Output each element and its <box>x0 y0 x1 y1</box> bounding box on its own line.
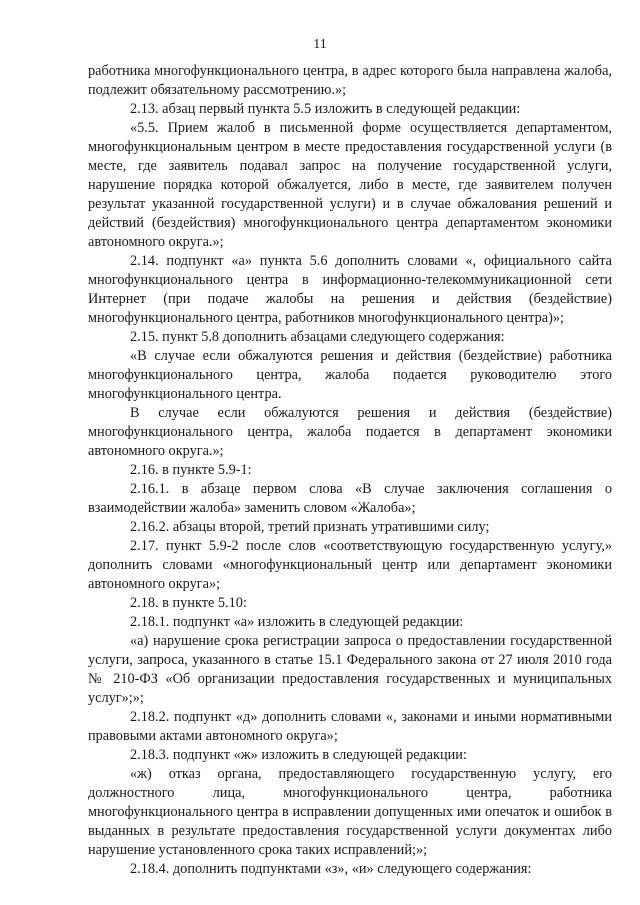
paragraph-2-16-2: 2.16.2. абзацы второй, третий признать утратившими силу; <box>130 519 490 535</box>
paragraph-2-17: 2.17. пункт 5.9-2 после слов «соответствующую государственную услугу,» дополнить словами «многофункциональный центр или департамент экономики автономного округа»; <box>88 538 612 592</box>
page-number: 11 <box>313 37 327 52</box>
document-body <box>88 62 612 879</box>
paragraph-2-18: 2.18. в пункте 5.10: <box>130 595 247 611</box>
paragraph-5-8-quote-1: «В случае если обжалуются решения и действия (бездействие) работника многофункционального центра, жалоба подается руководителю этого многофункционального центра. <box>88 348 612 402</box>
paragraph-2-18-4: 2.18.4. дополнить подпунктами «з», «и» следующего содержания: <box>130 861 532 877</box>
paragraph-2-16-1: 2.16.1. в абзаце первом слова «В случае заключения соглашения о взаимодействии жалоба» заменить словом «Жалоба»; <box>88 481 612 516</box>
paragraph-5-5-quote: «5.5. Прием жалоб в письменной форме осуществляется департаментом, многофункциональным центром в месте предоставления государственной услуги (в месте, где заявитель подавал запрос на получение государственной услуги, нарушение порядка которой обжалуется, либо в месте, где заявителем получен результат указанной государственной услуги) и в случае обжалования решений и действий (бездействия) многофункционального центра департаментом экономики автономного округа.»; <box>88 120 612 250</box>
paragraph-2-15: 2.15. пункт 5.8 дополнить абзацами следующего содержания: <box>130 329 505 345</box>
paragraph-2-18-1: 2.18.1. подпункт «а» изложить в следующей редакции: <box>130 614 464 630</box>
paragraph-2-16: 2.16. в пункте 5.9-1: <box>130 462 252 478</box>
paragraph-2-18-2: 2.18.2. подпункт «д» дополнить словами «, законами и иными нормативными правовыми актами автономного округа»; <box>88 709 612 744</box>
paragraph-5-8-quote-2: В случае если обжалуются решения и действия (бездействие) многофункционального центра, жалоба подается в департамент экономики автономного округа.»; <box>88 405 612 459</box>
paragraph-subpoint-a-quote: «а) нарушение срока регистрации запроса о предоставлении государственной услуги, запроса, указанного в статье 15.1 Федерального закона от 27 июля 2010 года № 210-ФЗ «Об организации предоставления государственных и муниципальных услуг»;»; <box>88 633 612 706</box>
paragraph-continuation: работника многофункционального центра, в адрес которого была направлена жалоба, подлежит обязательному рассмотрению.»; <box>88 63 612 98</box>
paragraph-2-18-3: 2.18.3. подпункт «ж» изложить в следующей редакции: <box>130 747 467 763</box>
paragraph-2-14: 2.14. подпункт «а» пункта 5.6 дополнить словами «, официального сайта многофункционального центра в информационно-телекоммуникационной сети Интернет (при подаче жалобы на решения и действия (бездействие) многофункционального центра, работников многофункционального центра)»; <box>88 253 612 326</box>
paragraph-2-13: 2.13. абзац первый пункта 5.5 изложить в следующей редакции: <box>130 101 521 117</box>
paragraph-subpoint-zh-quote: «ж) отказ органа, предоставляющего государственную услугу, его должностного лица, многофункционального центра, работника многофункционального центра в исправлении допущенных ими опечаток и ошибок в выданных в результате предоставления государственной услуги документах либо нарушение установленного срока таких исправлений;»; <box>88 766 612 858</box>
